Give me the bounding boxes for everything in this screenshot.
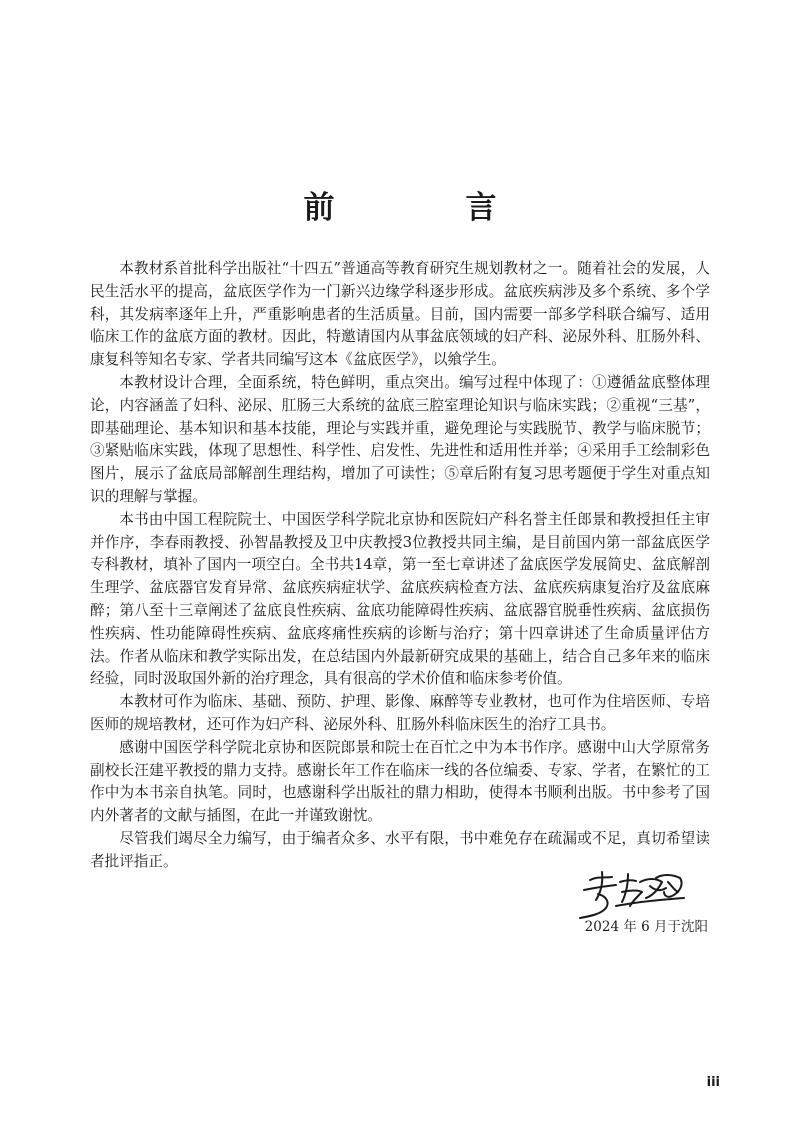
- paragraph-3: 本书由中国工程院院士、中国医学科学院北京协和医院妇产科名誉主任郎景和教授担任主审并作序，李春雨教授、孙智晶教授及卫中庆教授3位教授共同主编，是目前国内第一部盆底医学专科教材，填补了国内一项空白。全书共14章，第一至七章讲述了盆底医学发展简史、盆底解剖生理学、盆底器官发育异常、盆底疾病症状学、盆底疾病检查方法、盆底疾病康复治疗及盆底麻醉；第八至十三章阐述了盆底良性疾病、盆底功能障碍性疾病、盆底器官脱垂性疾病、盆底损伤性疾病、性功能障碍性疾病、盆底疼痛性疾病的诊断与治疗；第十四章讲述了生命质量评估方法。作者从临床和教学实际出发，在总结国内外最新研究成果的基础上，结合自己多年来的临床经验，同时汲取国外新的治疗理念，具有很高的学术价值和临床参考价值。: [90, 510, 710, 688]
- paragraph-2: 本教材设计合理，全面系统，特色鲜明，重点突出。编写过程中体现了：①遵循盆底整体理论，内容涵盖了妇科、泌尿、肛肠三大系统的盆底三腔室理论知识与临床实践；②重视“三基”，即基础理论、基本知识和基本技能，理论与实践并重，避免理论与实践脱节、教学与临床脱节；③紧贴临床实践，体现了思想性、科学性、启发性、先进性和适用性并举；④采用手工绘制彩色图片，展示了盆底局部解剖生理结构，增加了可读性；⑤章后附有复习思考题便于学生对重点知识的理解与掌握。: [90, 373, 710, 505]
- paragraph-4: 本教材可作为临床、基础、预防、护理、影像、麻醉等专业教材，也可作为住培医师、专培医师的规培教材，还可作为妇产科、泌尿外科、肛肠外科临床医生的治疗工具书。: [90, 693, 710, 733]
- signature-icon: [576, 868, 696, 922]
- date-place: 2024 年 6 月于沈阳: [584, 919, 708, 935]
- page-title: 前 言: [303, 190, 547, 226]
- page-number: iii: [706, 1075, 720, 1090]
- preface-body: [90, 258, 710, 874]
- paragraph-1: 本教材系首批科学出版社“十四五”普通高等教育研究生规划教材之一。随着社会的发展，人民生活水平的提高，盆底医学作为一门新兴边缘学科逐步形成。盆底疾病涉及多个系统、多个学科，其发病率逐年上升，严重影响患者的生活质量。目前，国内需要一部多学科联合编写、适用临床工作的盆底方面的教材。因此，特邀请国内从事盆底领域的妇产科、泌尿外科、肛肠外科、康复科等知名专家、学者共同编写这本《盆底医学》，以飨学生。: [90, 260, 710, 369]
- paragraph-6: 尽管我们竭尽全力编写，由于编者众多、水平有限，书中难免存在疏漏或不足，真切希望读者批评指正。: [90, 829, 710, 870]
- paragraph-5: 感谢中国医学科学院北京协和医院郎景和院士在百忙之中为本书作序。感谢中山大学原常务副校长汪建平教授的鼎力支持。感谢长年工作在临床一线的各位编委、专家、学者，在繁忙的工作中为本书亲自执笔。同时，也感谢科学出版社的鼎力相助，使得本书顺利出版。书中参考了国内外著者的文献与插图，在此一并谨致谢忱。: [90, 738, 710, 825]
